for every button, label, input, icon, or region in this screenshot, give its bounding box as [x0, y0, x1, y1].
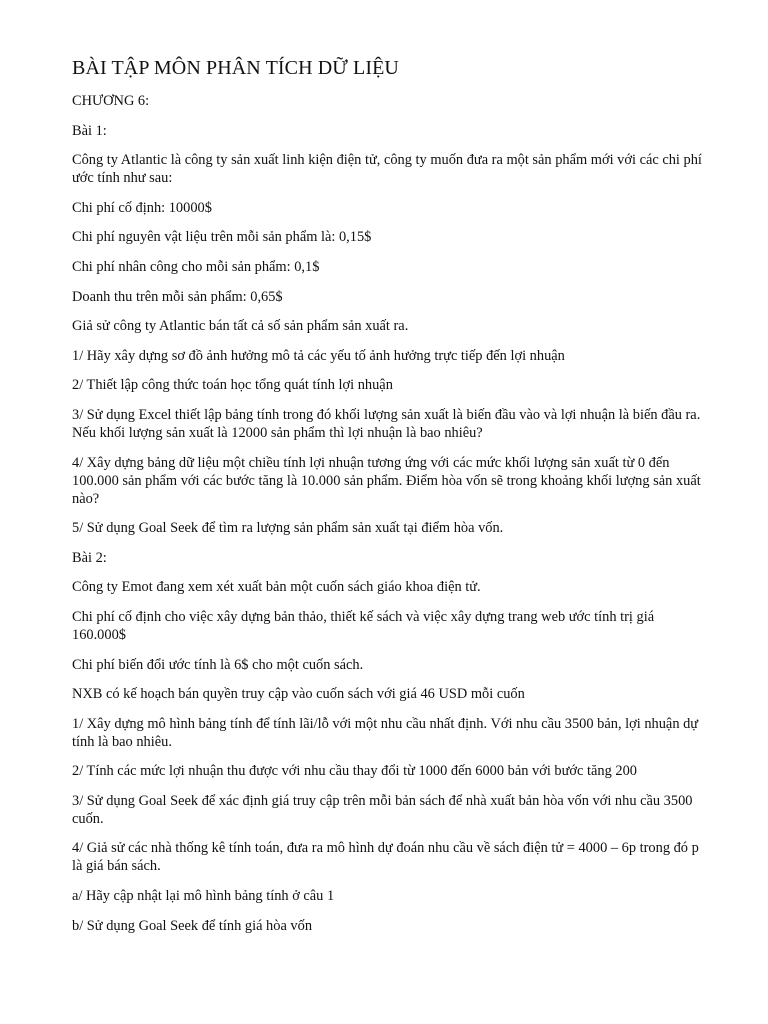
exercise-2-price: NXB có kế hoạch bán quyền truy cập vào cuốn sách với giá 46 USD mỗi cuốn	[72, 686, 525, 703]
exercise-1-question-5: 5/ Sử dụng Goal Seek để tìm ra lượng sản phẩm sản xuất tại điểm hòa vốn.	[72, 520, 504, 537]
labor-cost-line: Chi phí nhân công cho mỗi sản phẩm: 0,1$	[72, 258, 320, 275]
exercise-1-question-2: 2/ Thiết lập công thức toán học tổng quát tính lợi nhuận	[72, 377, 393, 394]
exercise-2-question-1: 1/ Xây dựng mô hình bảng tính để tính lãi/lỗ với một nhu cầu nhất định. Với nhu cầu 3500 bản, lợi nhuận dự tính là bao nhiêu.	[72, 715, 699, 750]
exercise-2-question-2: 2/ Tính các mức lợi nhuận thu được với nhu cầu thay đổi từ 1000 đến 6000 bản với bước tăng 200	[72, 763, 637, 780]
fixed-cost-line: Chi phí cố định: 10000$	[72, 199, 212, 216]
assumption-line: Giả sử công ty Atlantic bán tất cả số sản phẩm sản xuất ra.	[72, 318, 409, 335]
exercise-2-fixed-cost: Chi phí cố định cho việc xây dựng bản thảo, thiết kế sách và việc xây dựng trang web ước tính trị giá 160.000$	[72, 608, 655, 643]
document-title: BÀI TẬP MÔN PHÂN TÍCH DỮ LIỆU	[72, 57, 399, 79]
exercise-2-question-4a: a/ Hãy cập nhật lại mô hình bảng tính ở câu 1	[72, 888, 335, 905]
exercise-2-intro: Công ty Emot đang xem xét xuất bản một cuốn sách giáo khoa điện tử.	[72, 579, 481, 596]
exercise-1-question-3: 3/ Sử dụng Excel thiết lập bảng tính trong đó khối lượng sản xuất là biến đầu vào và lợi nhuận là biến đầu ra. Nếu khối lượng sản xuất là 12000 sản phẩm thì lợi nhuận là bao nhiêu?	[72, 406, 701, 441]
revenue-line: Doanh thu trên mỗi sản phẩm: 0,65$	[72, 288, 283, 305]
exercise-1-question-4: 4/ Xây dựng bảng dữ liệu một chiều tính lợi nhuận tương ứng với các mức khối lượng sản xuất từ 0 đến 100.000 sản phẩm với các bước tăng là 10.000 sản phẩm. Điểm hòa vốn sẽ trong khoảng khối lượng sản xuất nào?	[72, 454, 701, 507]
exercise-2-question-4b: b/ Sử dụng Goal Seek để tính giá hòa vốn	[72, 917, 313, 934]
material-cost-line: Chi phí nguyên vật liệu trên mỗi sản phẩm là: 0,15$	[72, 229, 372, 246]
exercise-2-variable-cost: Chi phí biến đổi ước tính là 6$ cho một cuốn sách.	[72, 656, 364, 673]
exercise-2-question-3: 3/ Sử dụng Goal Seek để xác định giá truy cập trên mỗi bản sách để nhà xuất bản hòa vốn với nhu cầu 3500 cuốn.	[72, 792, 693, 827]
exercise-1-heading: Bài 1:	[72, 122, 107, 139]
exercise-1-intro: Công ty Atlantic là công ty sản xuất linh kiện điện tử, công ty muốn đưa ra một sản phẩm mới với các chi phí ước tính như sau:	[72, 152, 702, 187]
chapter-heading: CHƯƠNG 6:	[72, 93, 150, 109]
exercise-1-question-1: 1/ Hãy xây dựng sơ đồ ảnh hưởng mô tả các yếu tố ảnh hưởng trực tiếp đến lợi nhuận	[72, 347, 565, 364]
exercise-2-heading: Bài 2:	[72, 549, 107, 566]
exercise-2-question-4: 4/ Giả sử các nhà thống kê tính toán, đưa ra mô hình dự đoán nhu cầu về sách điện tử = 4000 – 6p trong đó p là giá bán sách.	[72, 840, 699, 875]
document-page	[72, 56, 708, 946]
